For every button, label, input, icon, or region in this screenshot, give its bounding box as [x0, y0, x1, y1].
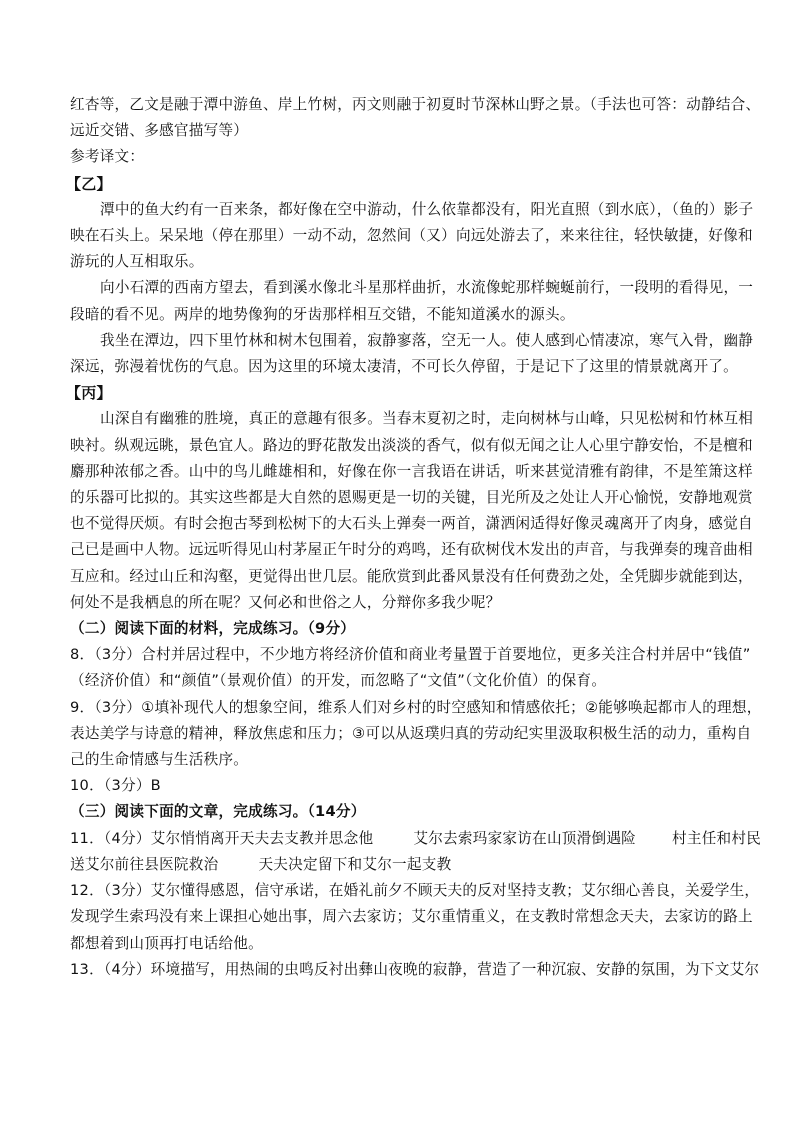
section-heading-3: （三）阅读下面的文章，完成练习。（14分）	[70, 803, 366, 821]
text-line: 红杏等，乙文是融于潭中游鱼、岸上竹树，丙文则融于初夏时节深林山野之景。（手法也可答：动静结合、	[70, 96, 761, 113]
section-heading-yi: 【乙】	[66, 174, 112, 193]
answer-12-cont: 发现学生索玛没有来上课担心她出事，周六去家访；艾尔重情重义，在支教时常想念天夫，去家访的路上	[70, 908, 753, 926]
answer-11-part-d: 送艾尔前往县医院救治	[70, 855, 219, 873]
answer-11	[70, 826, 762, 852]
text-line: 映衬。纵观远眺，景色宜人。路边的野花散发出淡淡的香气，似有似无闻之让人心里宁静安怡，不是檀和	[70, 436, 753, 454]
answer-10: 10．（3分）B	[70, 777, 161, 795]
answer-12-cont: 都想着到山顶再打电话给他。	[70, 934, 263, 952]
text-line: 也不觉得厌烦。有时会抱古琴到松树下的大石头上弹奏一两首，潇洒闲适得好像灵魂离开了肉身，感觉自	[70, 515, 753, 533]
answer-12: 12．（3分）艾尔懂得感恩，信守承诺，在婚礼前夕不顾天夫的反对坚持支教；艾尔细心善良，关爱学生，	[70, 882, 760, 900]
text-line: 段暗的看不见。两岸的地势像狗的牙齿那样相互交错，不能知道溪水的源头。	[70, 305, 575, 323]
answer-11-part-b: 艾尔去索玛家家访在山顶滑倒遇险	[413, 829, 637, 847]
text-line: 深远，弥漫着忧伤的气息。因为这里的环境太凄清，不可长久停留，于是记下了这里的情景就离开了。	[70, 358, 738, 376]
text-line: 何处不是我栖息的所在呢？又何必和世俗之人，分辩你多我少呢？	[70, 593, 501, 611]
text-line: 山深自有幽雅的胜境，真正的意趣有很多。当春末夏初之时，走向树林与山峰，只见松树和竹林互相	[100, 410, 754, 428]
answer-8-cont: （经济价值）和“颜值”（景观价值）的开发，而忽略了“文值”（文化价值）的保育。	[70, 672, 607, 690]
text-line: 映在石头上。呆呆地（停在那里）一动不动，忽然间（又）向远处游去了，来来往往，轻快敏捷，好像和	[70, 227, 753, 245]
section-heading-bing: 【丙】	[66, 384, 112, 403]
text-line: 潭中的鱼大约有一百来条，都好像在空中游动，什么依靠都没有，阳光直照（到水底），（鱼的）影子	[100, 200, 754, 218]
text-line: 互应和。经过山丘和沟壑，更觉得出世几层。能欣赏到此番风景没有任何费劲之处，全凭脚步就能到达，	[70, 567, 753, 585]
answer-11-cont	[70, 852, 730, 878]
answer-13: 13．（4分）环境描写，用热闹的虫鸣反衬出彝山夜晚的寂静，营造了一种沉寂、安静的氛围，为下文艾尔	[70, 960, 760, 978]
text-line: 向小石潭的西南方望去，看到溪水像北斗星那样曲折，水流像蛇那样蜿蜒前行，一段明的看得见，一	[100, 279, 754, 297]
text-line: 我坐在潭边，四下里竹林和树木包围着，寂静寥落，空无一人。使人感到心情凄凉，寒气入骨，幽静	[100, 331, 754, 349]
text-line: 远近交错、多感官描写等）	[70, 122, 249, 140]
answer-document	[66, 92, 762, 983]
answer-9-cont: 己的生命情感与生活秩序。	[70, 751, 249, 769]
text-line: 游玩的人互相取乐。	[70, 253, 204, 271]
text-line: 的乐器可比拟的。其实这些都是大自然的恩赐更是一切的关键，目光所及之处让人开心愉悦，安静地观赏	[70, 489, 753, 507]
answer-11-part-a: 11．（4分）艾尔悄悄离开天夫去支教并思念他	[70, 829, 374, 847]
translation-label: 参考译文：	[70, 148, 145, 166]
section-heading-2: （二）阅读下面的材料，完成练习。（9分）	[70, 620, 356, 638]
answer-9: 9．（3分）①填补现代人的想象空间，维系人们对乡村的时空感知和情感依托；②能够唤起都市人的理想，	[70, 698, 762, 716]
answer-8: 8．（3分）合村并居过程中，不少地方将经济价值和商业考量置于首要地位，更多关注合村并居中“钱值”	[70, 646, 751, 664]
answer-9-cont: 表达美学与诗意的精神，释放焦虑和压力；③可以从返璞归真的劳动纪实里汲取积极生活的动力，重构自	[70, 724, 752, 742]
answer-11-part-c: 村主任和村民	[672, 829, 762, 847]
text-line: 己已是画中人物。远远听得见山村茅屋正午时分的鸡鸣，还有砍树伐木发出的声音，与我弹奏的瑰音曲相	[70, 541, 753, 559]
answer-11-part-e: 天夫决定留下和艾尔一起支教	[258, 855, 452, 873]
text-line: 麝那种浓郁之香。山中的鸟儿雌雄相和，好像在你一言我语在讲话，听来甚觉清雅有韵律，不是笙箫这样	[70, 462, 753, 480]
